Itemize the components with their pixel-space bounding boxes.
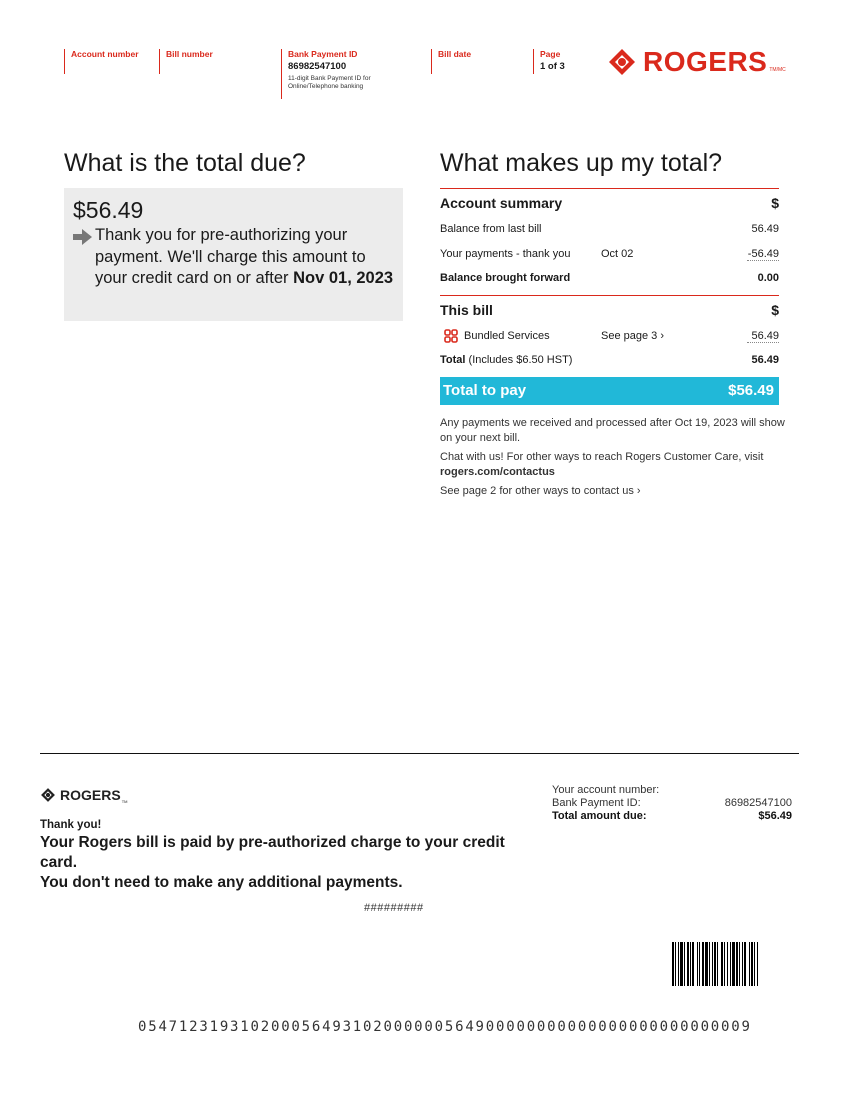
stub-bank-id-row [552, 797, 792, 810]
rogers-emblem-icon [607, 47, 637, 77]
pac-message [95, 225, 395, 290]
total-due-heading: What is the total due? [64, 149, 306, 177]
barcode-bar [736, 942, 738, 986]
currency-label: $ [771, 195, 779, 211]
barcode-bar [730, 942, 731, 986]
row-date: Oct 02 [601, 247, 634, 260]
contact-note-link[interactable]: See page 2 for other ways to contact us › [440, 485, 641, 497]
barcode-bar [754, 942, 755, 986]
bank-payment-id-field [281, 49, 371, 99]
pac-charge-date: Nov 01, 2023 [293, 269, 394, 287]
barcode-bar [697, 942, 698, 986]
total-row [440, 348, 779, 373]
barcode-bar [749, 942, 750, 986]
chat-note-text: Chat with us! For other ways to reach Rogers Customer Care, visit [440, 451, 764, 463]
bundle-icon [444, 329, 458, 343]
dotted-rule [747, 260, 779, 261]
notes [440, 416, 785, 503]
stub-total-due-label: Total amount due: [552, 810, 647, 822]
account-summary-table [440, 188, 779, 405]
barcode-bar [721, 942, 723, 986]
barcode [672, 942, 790, 986]
micr-line: 054712319310200056493102000000564900000000000000000000000009 [138, 1019, 752, 1035]
bundled-services-label: Bundled Services [464, 329, 550, 342]
total-due-box [64, 188, 403, 321]
barcode-bar [684, 942, 685, 986]
stub-hashes: ######### [364, 902, 424, 914]
stub-bank-id-label: Bank Payment ID: [552, 797, 641, 809]
barcode-bar [732, 942, 735, 986]
bundled-services-amount: 56.49 [751, 329, 779, 342]
page-value: 1 of 3 [540, 61, 565, 72]
stub-account-number-label: Your account number: [552, 784, 660, 796]
barcode-bar [699, 942, 700, 986]
barcode-bar [744, 942, 746, 986]
bank-payment-id-note-line2: Online/Telephone banking [288, 83, 364, 90]
page-field [533, 49, 565, 74]
barcode-bar [680, 942, 683, 986]
barcode-bar [724, 942, 725, 986]
stub-pac-line-2: You don't need to make any additional payments. [40, 874, 403, 891]
bill-number-field [159, 49, 213, 74]
total-to-pay-label: Total to pay [443, 381, 527, 399]
barcode-bar [742, 942, 743, 986]
bill-number-label: Bill number [166, 49, 213, 59]
stub-bank-id-value: 86982547100 [724, 797, 792, 809]
stub-account-info [552, 784, 792, 823]
barcode-bar [705, 942, 708, 986]
rogers-trademark: TM/MC [769, 67, 786, 73]
this-bill-label: This bill [440, 301, 493, 318]
row-amount: -56.49 [747, 247, 779, 260]
account-number-field [64, 49, 139, 74]
stub-pac-message [40, 833, 510, 893]
balance-forward-row [440, 266, 779, 291]
see-page-3-link[interactable]: See page 3 › [601, 329, 664, 342]
barcode-bar [757, 942, 758, 986]
breakdown-heading: What makes up my total? [440, 149, 723, 177]
table-row [440, 242, 779, 267]
stub-thank-you: Thank you! [40, 819, 102, 831]
stub-total-due-value: $56.49 [758, 810, 792, 822]
dotted-rule [747, 342, 779, 343]
barcode-bar [709, 942, 710, 986]
rogers-logo [607, 47, 786, 77]
chat-note [440, 450, 785, 480]
barcode-bar [717, 942, 718, 986]
total-due-amount: $56.49 [73, 197, 144, 223]
row-label: Balance from last bill [440, 223, 542, 235]
bank-payment-id-value: 86982547100 [288, 61, 347, 72]
rogers-emblem-icon [40, 787, 56, 803]
account-number-label: Account number [71, 49, 139, 59]
stub-trademark: TM [121, 799, 128, 804]
barcode-bar [692, 942, 694, 986]
barcode-bar [714, 942, 716, 986]
pac-message-text: Thank you for pre-authorizing your payment. We'll charge this amount to your credit card on or after [95, 226, 366, 287]
barcode-bar [678, 942, 679, 986]
total-amount: 56.49 [751, 354, 779, 366]
page-label: Page [540, 49, 561, 59]
total-label: Total [440, 354, 466, 366]
account-summary-label: Account summary [440, 195, 563, 211]
stub-total-due-row [552, 810, 792, 823]
row-label: Your payments - thank you [440, 247, 571, 260]
total-to-pay-amount: $56.49 [728, 381, 774, 399]
barcode-bar [672, 942, 674, 986]
barcode-bar [687, 942, 689, 986]
balance-forward-label: Balance brought forward [440, 272, 571, 284]
bill-date-field [431, 49, 471, 74]
barcode-bar [727, 942, 728, 986]
balance-forward-amount: 0.00 [757, 272, 779, 284]
bundled-services-row [440, 324, 779, 349]
barcode-bar [690, 942, 691, 986]
stub-rogers-logo [40, 786, 127, 804]
bundled-label-wrap [440, 324, 550, 349]
stub-divider [40, 753, 799, 754]
barcode-bar [702, 942, 704, 986]
barcode-bar [675, 942, 676, 986]
stub-rogers-wordmark: ROGERS [60, 787, 121, 803]
total-to-pay-bar [440, 377, 779, 405]
row-amount: 56.49 [751, 223, 779, 235]
bank-payment-id-note [288, 75, 371, 91]
stub-pac-line-1: Your Rogers bill is paid by pre-authorized charge to your credit card. [40, 834, 505, 871]
stub-account-number-row [552, 784, 792, 797]
bank-payment-id-label: Bank Payment ID [288, 49, 358, 59]
barcode-bar [751, 942, 753, 986]
arrow-right-icon [73, 228, 93, 246]
total-label-wrap [440, 348, 572, 373]
table-row [440, 217, 779, 242]
barcode-bar [712, 942, 713, 986]
barcode-bar [739, 942, 740, 986]
contact-us-link[interactable]: rogers.com/contactus [440, 466, 555, 478]
currency-label: $ [771, 301, 779, 318]
payments-note: Any payments we received and processed after Oct 19, 2023 will show on your next bill. [440, 417, 785, 444]
total-hst-note: (Includes $6.50 HST) [465, 354, 573, 366]
account-summary-header [440, 189, 779, 217]
bill-date-label: Bill date [438, 49, 472, 59]
rogers-wordmark: ROGERS [643, 46, 768, 77]
this-bill-header [440, 296, 779, 324]
bank-payment-id-note-line1: 11-digit Bank Payment ID for [288, 75, 371, 82]
